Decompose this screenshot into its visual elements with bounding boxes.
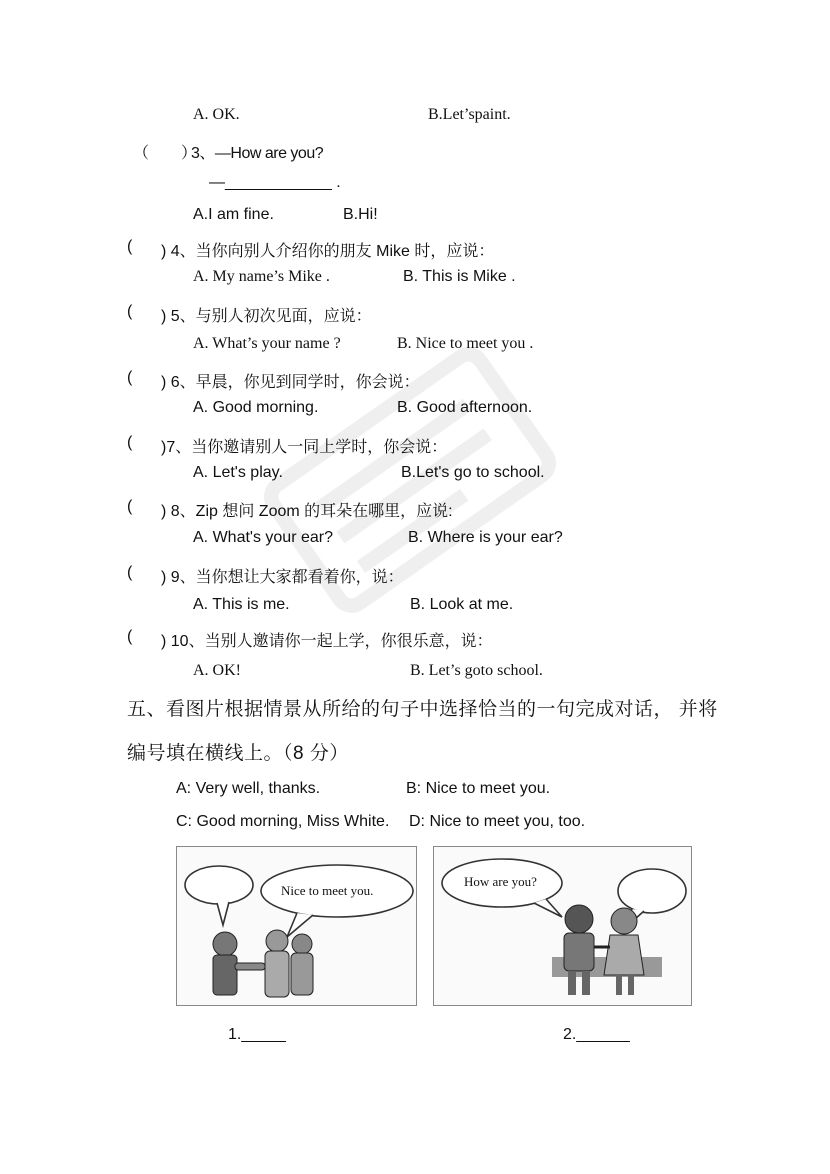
item6-option-a: A. Good morning. [193,399,319,416]
picture-2-bubble-text: How are you? [464,874,537,889]
item4-option-b: B. This is Mike . [403,268,516,285]
section5-heading-line1: 五、看图片根据情景从所给的句子中选择恰当的一句完成对话， 并将 [127,699,718,720]
picture-2-illustration [434,847,691,1005]
item2-option-a: A. OK. [193,106,240,123]
item3-option-b: B.Hi! [343,206,378,223]
item7-option-a: A. Let's play. [193,464,283,481]
item10-option-b: B. Let’s goto school. [410,662,543,679]
item8-option-a: A. What's your ear? [193,529,333,546]
item9-prompt: ) 9、当你想让大家都看着你，说： [161,569,404,586]
item7-prompt: )7、当你邀请别人一同上学时，你会说： [161,439,448,456]
picture-1 [176,846,417,1006]
item8-option-b: B. Where is your ear? [408,529,563,546]
choice-b: B: Nice to meet you. [406,780,551,797]
item5-prompt: ) 5、与别人初次见面，应说： [161,308,372,325]
picture-2 [433,846,692,1006]
answer-2-blank[interactable]: 2.______ [563,1026,630,1043]
item4-option-a: A. My name’s Mike . [193,268,330,285]
item7-option-b: B.Let's go to school. [401,464,545,481]
choice-c: C: Good morning, Miss White. [176,813,390,830]
item9-option-a: A. This is me. [193,596,290,613]
item3-option-a: A.I am fine. [193,206,274,223]
picture-1-illustration [177,847,416,1005]
item4-prompt: ) 4、当你向别人介绍你的朋友 Mike 时，应说： [161,243,495,260]
item7-paren: ( [127,434,133,451]
item5-paren: ( [127,303,133,320]
item10-paren: ( [127,628,133,645]
section5-heading-line2: 编号填在横线上。（8 分） [127,743,349,764]
item3-paren: （ ） [133,145,198,162]
choice-d: D: Nice to meet you, too. [409,813,586,830]
item3-answer-blank[interactable]: —____________ . [209,174,341,191]
item6-prompt: ) 6、早晨，你见到同学时，你会说： [161,374,420,391]
picture-1-bubble-text: Nice to meet you. [281,883,374,898]
item3-prompt: 3、—How are you? [191,145,324,162]
item8-paren: ( [127,498,133,515]
item6-paren: ( [127,369,133,386]
item5-option-b: B. Nice to meet you . [397,335,534,352]
item4-paren: ( [127,238,133,255]
item10-prompt: ) 10、当别人邀请你一起上学，你很乐意，说： [161,633,493,650]
item2-option-b: B.Let’spaint. [428,106,511,123]
item10-option-a: A. OK! [193,662,241,679]
answer-1-blank[interactable]: 1._____ [228,1026,286,1043]
item5-option-a: A. What’s your name ? [193,335,341,352]
item6-option-b: B. Good afternoon. [397,399,533,416]
item9-paren: ( [127,564,133,581]
item9-option-b: B. Look at me. [410,596,514,613]
item8-prompt: ) 8、Zip 想问 Zoom 的耳朵在哪里，应说: [161,503,453,520]
choice-a: A: Very well, thanks. [176,780,321,797]
